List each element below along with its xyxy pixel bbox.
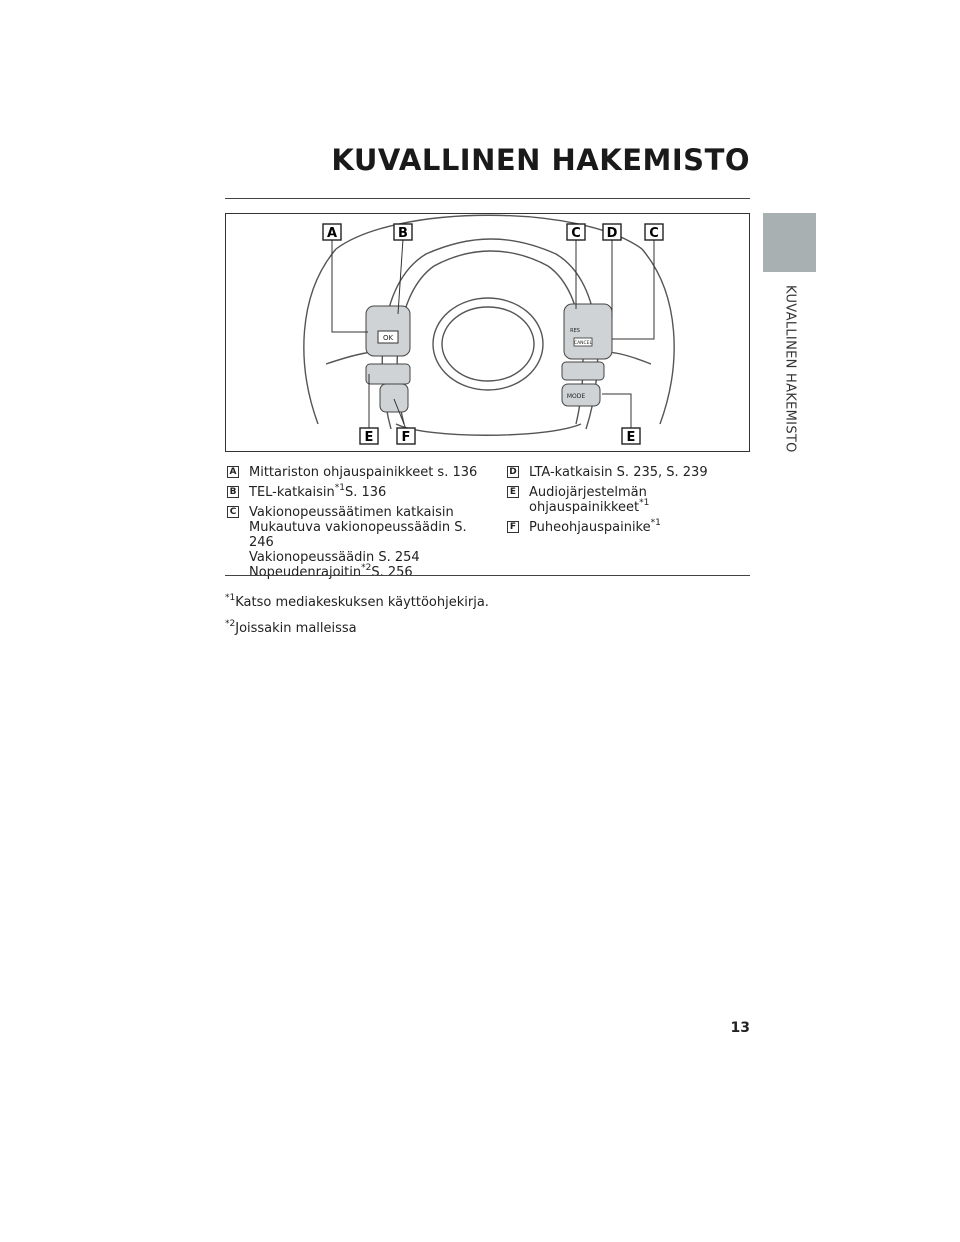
section-tab-label: KUVALLINEN HAKEMISTO [782, 285, 798, 453]
page-number: 13 [730, 1020, 750, 1036]
legend-right [507, 465, 752, 540]
callout-f [397, 428, 415, 445]
legend-sup-b: *1 [334, 482, 345, 493]
leader-e2 [602, 394, 631, 429]
lower-spoke [396, 424, 581, 435]
leader-c2 [612, 239, 654, 339]
footnote-2 [225, 618, 357, 636]
legend-text-c-3: Vakionopeussäädin S. 254 [249, 550, 420, 565]
svg-text:C: C [571, 226, 581, 241]
footnote-2-text: Joissakin malleissa [235, 621, 357, 636]
legend-item-f [507, 517, 752, 535]
legend-text-b: TEL-katkaisin [249, 485, 335, 500]
svg-text:E: E [626, 430, 636, 445]
callout-d [603, 224, 621, 241]
leader-a [332, 239, 368, 332]
res-label: RES [570, 328, 580, 334]
wheel-rim-right [642, 249, 674, 424]
legend-ref-b: S. 136 [344, 485, 387, 500]
legend-sup-f: *1 [650, 517, 661, 528]
right-middle-pad [562, 362, 604, 380]
voice-pad [380, 384, 408, 412]
steering-wheel-figure [225, 213, 750, 452]
legend-text-c-4: Nopeudenrajoitin [249, 565, 362, 580]
legend-item-a [227, 465, 492, 480]
legend-letter-d: D [507, 466, 519, 478]
wheel-hub-inner [397, 251, 583, 424]
legend-letter-e: E [507, 486, 519, 498]
svg-text:E: E [364, 430, 374, 445]
footnote-1 [225, 592, 489, 610]
callout-a [323, 224, 341, 241]
legend-text-d: LTA-katkaisin S. 235, S. 239 [529, 465, 708, 480]
section-tab [763, 213, 816, 272]
svg-text:C: C [649, 226, 659, 241]
legend-item-b [227, 482, 492, 500]
legend-item-e [507, 485, 752, 515]
legend-item-c [227, 505, 492, 580]
legend-ref-c-4: S. 256 [371, 565, 413, 580]
legend-sup-c: *2 [361, 562, 372, 573]
svg-text:F: F [401, 430, 411, 445]
callout-c-second [645, 224, 663, 241]
footnote-2-marker: *2 [225, 618, 236, 629]
legend-text-c-1: Vakionopeussäätimen katkaisin [249, 505, 454, 520]
center-pad [433, 298, 543, 390]
legend-rule [225, 575, 750, 576]
footnote-1-text: Katso mediakeskuksen käyttöohjekirja. [235, 595, 489, 610]
legend-sup-e: *1 [639, 497, 650, 508]
legend-text-f: Puheohjauspainike [529, 520, 651, 535]
header-rule [225, 198, 750, 199]
callout-c [567, 224, 585, 241]
page-title: KUVALLINEN HAKEMISTO [331, 143, 750, 177]
legend-text-e: Audiojärjestelmän ohjauspainikkeet [529, 485, 647, 515]
wheel-rim-top [336, 215, 642, 249]
legend-letter-b: B [227, 486, 239, 498]
callout-e-second [622, 428, 640, 445]
legend-item-d [507, 465, 752, 480]
mode-label: MODE [566, 393, 586, 400]
left-lower-pad [366, 364, 410, 384]
legend-text-a: Mittariston ohjauspainikkeet s. 136 [249, 465, 478, 480]
callout-b [394, 224, 412, 241]
cancel-label: CANCEL [573, 341, 593, 346]
legend-text-c-2: Mukautuva vakionopeussäädin S. 246 [249, 520, 467, 550]
legend-left [227, 465, 492, 585]
center-pad-inner [442, 307, 534, 381]
legend-letter-f: F [507, 521, 519, 533]
svg-text:D: D [606, 226, 618, 241]
wheel-rim-left [304, 249, 336, 424]
steering-wheel-illustration [226, 214, 751, 453]
callout-e [360, 428, 378, 445]
legend-letter-c: C [227, 506, 239, 518]
svg-text:A: A [326, 226, 338, 241]
ok-button-label: OK [382, 334, 394, 342]
footnote-1-marker: *1 [225, 592, 236, 603]
svg-text:B: B [398, 226, 408, 241]
legend-letter-a: A [227, 466, 239, 478]
